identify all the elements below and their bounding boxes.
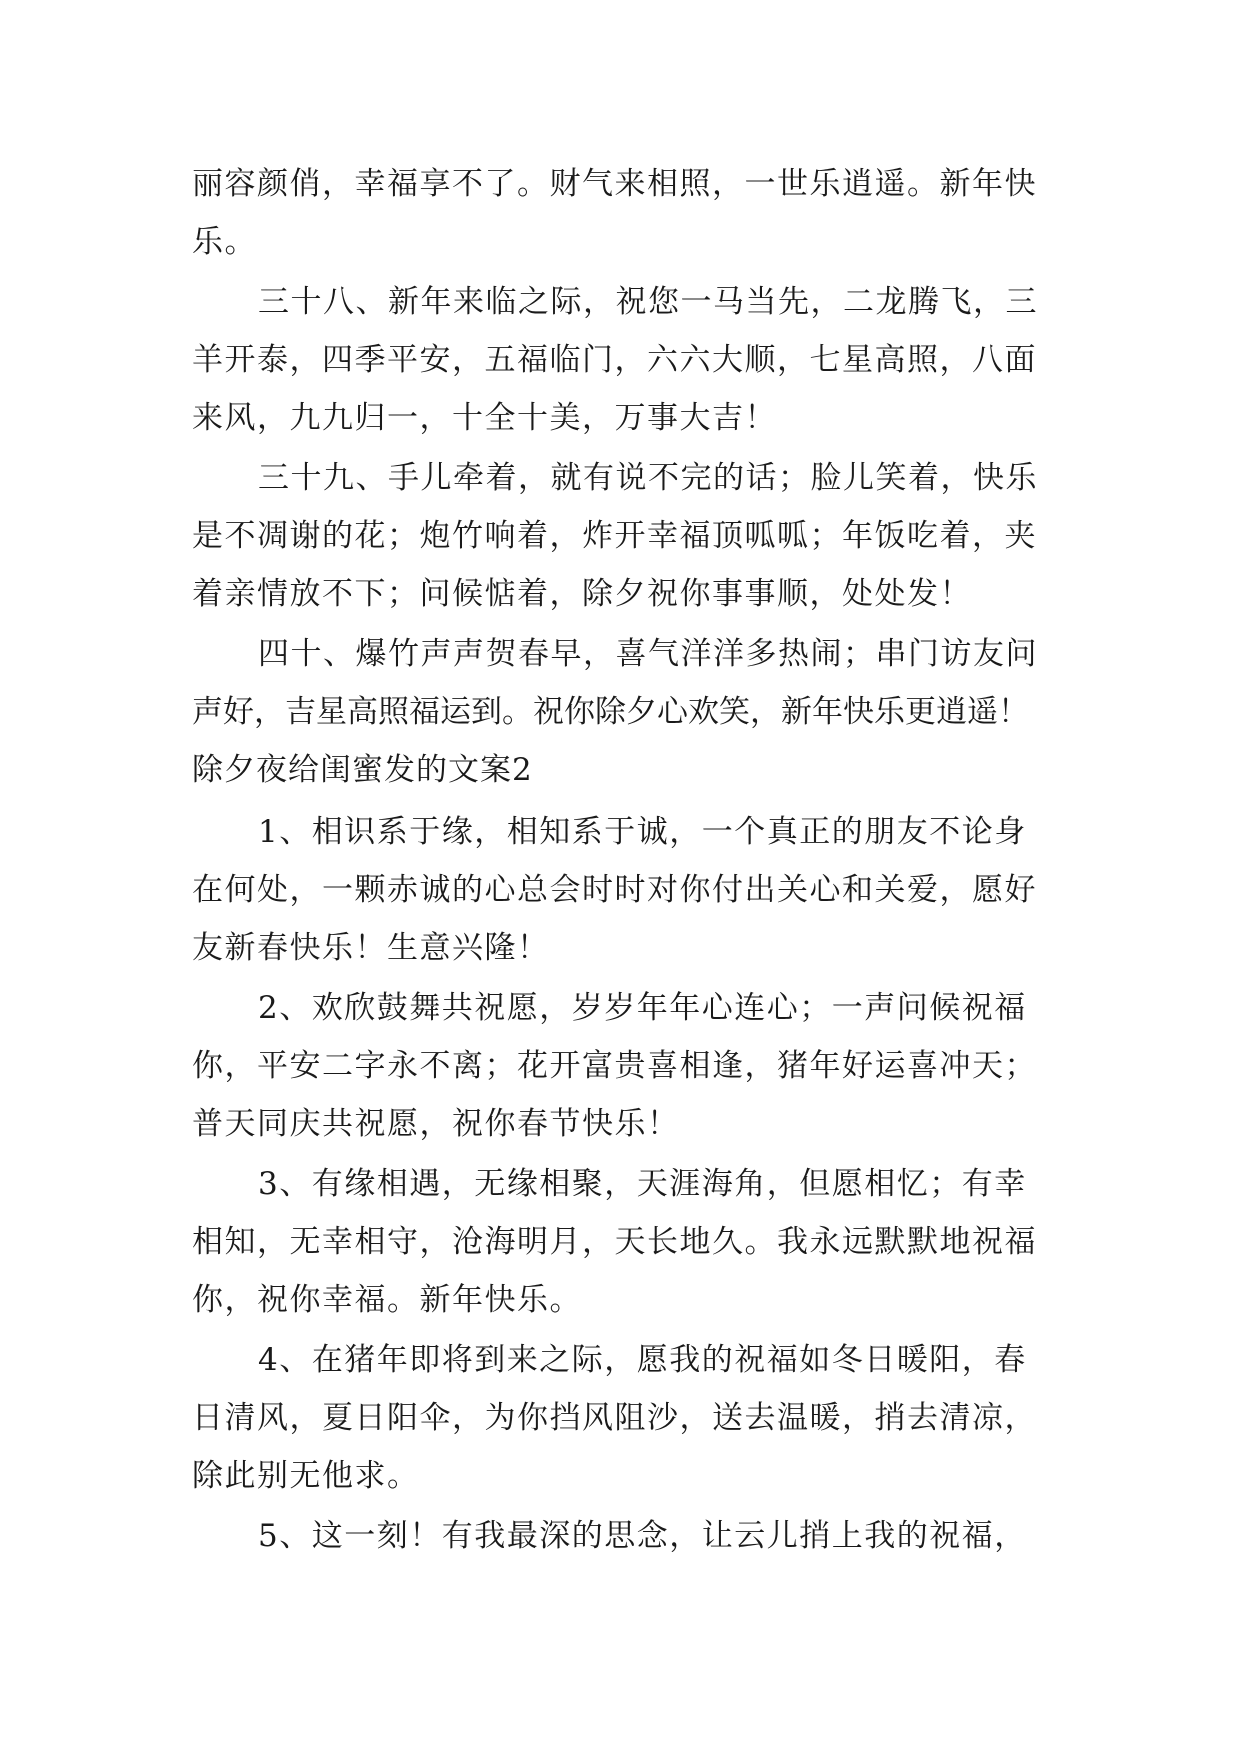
text-line: 你，平安二字永不离；花开富贵喜相逢，猪年好运喜冲天； [192,1048,1037,1084]
text-line: 声好，吉星高照福运到。祝你除夕心欢笑，新年快乐更逍遥！ [192,694,1029,730]
text-line: 是不凋谢的花；炮竹响着，炸开幸福顶呱呱；年饭吃着，夹 [192,518,1037,554]
text-line: 着亲情放不下；问候惦着，除夕祝你事事顺，处处发！ [192,576,972,612]
text-line: 乐。 [192,224,257,260]
paragraph-40 [192,625,1072,741]
text-line: 5、这一刻！有我最深的思念，让云儿捎上我的祝福， [258,1518,1027,1554]
text-line: 普天同庆共祝愿，祝你春节快乐！ [192,1106,680,1142]
text-line: 日清风，夏日阳伞，为你挡风阻沙，送去温暖，捎去清凉， [192,1400,1037,1436]
paragraph-s2-5 [192,1507,1072,1565]
paragraph-38 [192,273,1072,447]
text-line: 在何处，一颗赤诚的心总会时时对你付出关心和关爱，愿好 [192,872,1037,908]
paragraph-s2-2 [192,979,1072,1153]
text-line: 4、在猪年即将到来之际，愿我的祝福如冬日暖阳，春 [258,1342,1027,1378]
text-line: 2、欢欣鼓舞共祝愿，岁岁年年心连心；一声问候祝福 [258,990,1027,1026]
text-line: 友新春快乐！生意兴隆！ [192,930,550,966]
text-line: 你，祝你幸福。新年快乐。 [192,1282,582,1318]
paragraph-s2-4 [192,1331,1072,1505]
section-heading: 除夕夜给闺蜜发的文案2 [192,752,533,788]
text-line: 三十九、手儿牵着，就有说不完的话；脸儿笑着，快乐 [258,460,1038,496]
paragraph-s2-1 [192,803,1072,977]
text-line: 3、有缘相遇，无缘相聚，天涯海角，但愿相忆；有幸 [258,1166,1027,1202]
text-line: 三十八、新年来临之际，祝您一马当先，二龙腾飞，三 [258,284,1038,320]
text-line: 相知，无幸相守，沧海明月，天长地久。我永远默默地祝福 [192,1224,1037,1260]
document-body [192,155,1072,1567]
text-line: 除此别无他求。 [192,1458,420,1494]
text-line: 1、相识系于缘，相知系于诚，一个真正的朋友不论身 [258,814,1027,850]
paragraph-39 [192,449,1072,623]
text-line: 四十、爆竹声声贺春早，喜气洋洋多热闹；串门访友问 [258,636,1038,672]
paragraph-continued [192,155,1072,271]
text-line: 丽容颜俏，幸福享不了。财气来相照，一世乐逍遥。新年快 [192,166,1037,202]
text-line: 羊开泰，四季平安，五福临门，六六大顺，七星高照，八面 [192,342,1037,378]
text-line: 来风，九九归一，十全十美，万事大吉！ [192,400,777,436]
paragraph-s2-3 [192,1155,1072,1329]
